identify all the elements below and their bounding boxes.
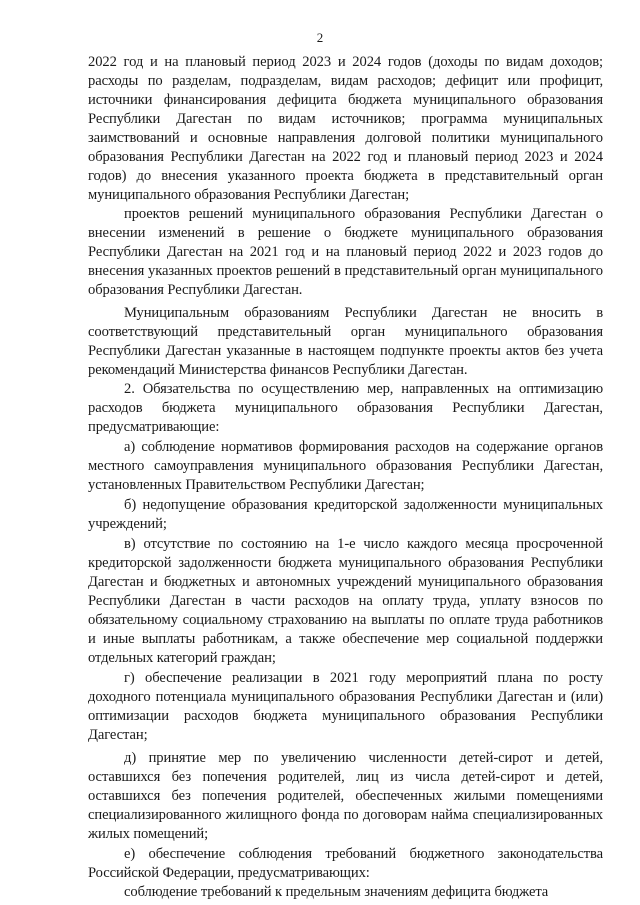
paragraph-continuation: 2022 год и на плановый период 2023 и 2024 годов (доходы по видам доходов; расходы по разделам, подразделам, видам расходов; дефицит или профицит, источники финансирования дефицита бюджета муниципального образования Республики Дагестан по видам источников; программа муниципальных заимствований и основные направления долговой политики муниципального образования Республики Дагестан на 2022 год и плановый период 2023 и 2024 годов) до внесения указанного проекта бюджета в представительный орган муниципального образования Республики Дагестан; xyxy=(88,54,603,203)
paragraph-item-a: а) соблюдение нормативов формирования расходов на содержание органов местного самоуправления муниципального образования Республики Дагестан, установленных Правительством Республики Дагестан; xyxy=(88,439,603,493)
paragraph-item-d: д) принятие мер по увеличению численности детей-сирот и детей, оставшихся без попечения родителей, лиц из числа детей-сирот и детей, оставшихся без попечения родителей, обеспеченных жилыми помещениями специализированного жилищного фонда по договорам найма специализированных жилых помещений; xyxy=(88,750,603,842)
paragraph-item-e: е) обеспечение соблюдения требований бюджетного законодательства Российской Федерации, предусматривающих: xyxy=(88,846,603,881)
page-number: 2 xyxy=(316,30,324,45)
paragraph-item-2: 2. Обязательства по осуществлению мер, направленных на оптимизацию расходов бюджета муниципального образования Республики Дагестан, предусматривающие: xyxy=(88,381,603,435)
paragraph-deficit-requirements: соблюдение требований к предельным значениям дефицита бюджета xyxy=(124,884,549,900)
paragraph-municipal-obligation: Муниципальным образованиям Республики Дагестан не вносить в соответствующий представительный орган муниципального образования Республики Дагестан указанные в настоящем подпункте проекты актов без учета рекомендаций Министерства финансов Республики Дагестан. xyxy=(88,305,603,378)
paragraph-item-g: г) обеспечение реализации в 2021 году мероприятий плана по росту доходного потенциала муниципального образования Республики Дагестан и (или) оптимизации расходов бюджета муниципального образования Республики Дагестан; xyxy=(88,670,603,743)
paragraph-draft-decisions: проектов решений муниципального образования Республики Дагестан о внесении изменений в решение о бюджете муниципального образования Республики Дагестан на 2021 год и на плановый период 2022 и 2023 годов до внесения указанных проектов решений в представительный орган муниципального образования Республики Дагестан. xyxy=(88,206,603,298)
document-body xyxy=(88,53,603,902)
paragraph-item-b: б) недопущение образования кредиторской задолженности муниципальных учреждений; xyxy=(88,497,603,532)
paragraph-item-v: в) отсутствие по состоянию на 1-е число каждого месяца просроченной кредиторской задолженности бюджета муниципального образования Республики Дагестан и бюджетных и автономных учреждений муниципального образования Республики Дагестан в части расходов на оплату труда, уплату взносов по обязательному социальному страхованию на выплаты по оплате труда работников и иные выплаты работникам, а также обеспечение мер социальной поддержки отдельных категорий граждан; xyxy=(88,536,603,666)
